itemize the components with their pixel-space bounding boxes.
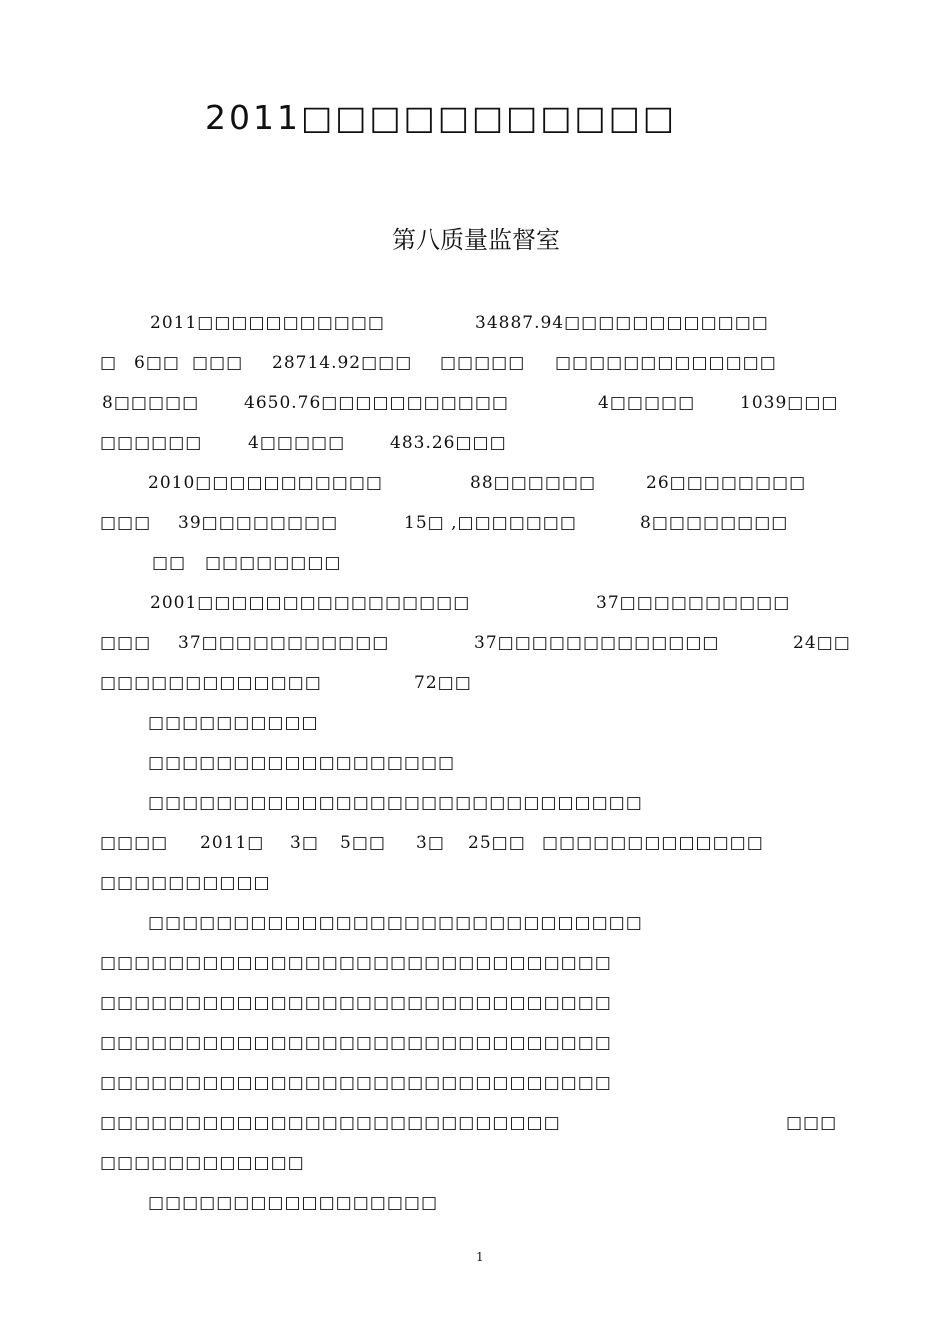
- text-line: [0, 793, 760, 821]
- text-line: [0, 1193, 760, 1221]
- text-segment: □□□□□□: [100, 433, 203, 453]
- text-segment: □□□: [100, 513, 152, 533]
- text-segment: 4□□□□□: [248, 433, 346, 453]
- text-line: [0, 1113, 838, 1141]
- text-line: [0, 953, 760, 981]
- text-line: [0, 913, 760, 941]
- text-line: [0, 633, 851, 661]
- text-segment: □□□□□□□□□□□□□□□□□□□□□□□□□□□□□□: [100, 1073, 612, 1093]
- text-segment: □□□□□□□□□□□□□: [555, 353, 777, 373]
- text-segment: □□□□□□□□□□□□□□□□□□□□□□□□□□□□□: [148, 793, 643, 813]
- text-segment: 15□ ,□□□□□□□: [404, 513, 577, 533]
- text-segment: □□: [152, 553, 187, 573]
- text-segment: □□□□□□□□□□□□□: [542, 833, 764, 853]
- text-segment: □□□□□□□□□□□□□□□□□□□□□□□□□□□□□□: [100, 993, 612, 1013]
- text-line: [0, 553, 760, 581]
- text-segment: □□□□□: [440, 353, 526, 373]
- text-segment: □□□□□□□□□□□□□□□□□□□□□□□□□□□□□□: [100, 1033, 612, 1053]
- text-segment: □□□: [192, 353, 244, 373]
- text-segment: 8□□□□□□□□: [640, 513, 789, 533]
- text-line: [0, 833, 764, 861]
- text-line: [0, 713, 760, 741]
- text-segment: □□□□□□□□□□□□□: [100, 673, 322, 693]
- text-line: [0, 353, 777, 381]
- text-segment: 483.26□□□: [390, 433, 507, 453]
- text-segment: □□□□□□□□□□□□□□□□□□□□□□□□□□□□□□: [100, 953, 612, 973]
- document-subtitle: 第八质量监督室: [392, 226, 560, 254]
- text-segment: 2001□□□□□□□□□□□□□□□□: [150, 593, 471, 613]
- text-segment: 37□□□□□□□□□□: [596, 593, 791, 613]
- text-segment: □□□□: [100, 833, 169, 853]
- text-segment: □□□□□□□□□□□□□□□□□□□□□□□□□□□□□: [148, 913, 643, 933]
- text-line: [0, 873, 760, 901]
- text-segment: □□□□□□□□□□: [148, 713, 319, 733]
- text-segment: □□□□□□□□□□□□□□□□□□□□□□□□□□□: [100, 1113, 561, 1133]
- text-line: [0, 513, 789, 541]
- text-segment: □□□□□□□□□□□□□□□□□: [148, 1193, 439, 1213]
- text-segment: 8□□□□□: [102, 393, 200, 413]
- text-segment: □□□□□□□□□□□□□□□□□□: [148, 753, 456, 773]
- text-line: [0, 393, 839, 421]
- text-segment: 6□□: [134, 353, 180, 373]
- text-segment: 2011□□□□□□□□□□□: [150, 313, 385, 333]
- text-segment: □□□□□□□□□□□□: [100, 1153, 305, 1173]
- text-segment: 24□□: [793, 633, 851, 653]
- page-number: 1: [476, 1250, 484, 1264]
- text-segment: 39□□□□□□□□: [178, 513, 339, 533]
- text-segment: □□□: [786, 1113, 838, 1133]
- text-segment: 5□□: [340, 833, 386, 853]
- text-segment: 72□□: [414, 673, 472, 693]
- text-segment: 1039□□□: [740, 393, 839, 413]
- text-line: [0, 433, 760, 461]
- text-segment: 34887.94□□□□□□□□□□□□: [475, 313, 769, 333]
- text-segment: 26□□□□□□□□: [646, 473, 807, 493]
- text-line: [0, 1073, 760, 1101]
- text-segment: 4□□□□□: [598, 393, 696, 413]
- text-segment: 2010□□□□□□□□□□□: [148, 473, 383, 493]
- document-title: 2011□□□□□□□□□□□: [205, 98, 677, 137]
- text-line: [0, 1153, 760, 1181]
- text-segment: 28714.92□□□: [272, 353, 413, 373]
- text-segment: 25□□: [468, 833, 526, 853]
- text-line: [0, 593, 791, 621]
- text-segment: □□□□□□□□: [205, 553, 342, 573]
- text-segment: □: [100, 353, 118, 373]
- text-segment: 37□□□□□□□□□□□□□: [474, 633, 720, 653]
- text-segment: 88□□□□□□: [470, 473, 597, 493]
- text-segment: 3□: [290, 833, 319, 853]
- text-line: [0, 993, 760, 1021]
- text-line: [0, 313, 769, 341]
- text-line: [0, 673, 760, 701]
- text-segment: 4650.76□□□□□□□□□□□: [244, 393, 509, 413]
- text-segment: □□□: [100, 633, 152, 653]
- text-segment: 3□: [416, 833, 445, 853]
- text-segment: 2011□: [200, 833, 265, 853]
- text-segment: □□□□□□□□□□: [100, 873, 271, 893]
- text-segment: 37□□□□□□□□□□□: [178, 633, 390, 653]
- text-line: [0, 753, 760, 781]
- text-line: [0, 473, 807, 501]
- text-line: [0, 1033, 760, 1061]
